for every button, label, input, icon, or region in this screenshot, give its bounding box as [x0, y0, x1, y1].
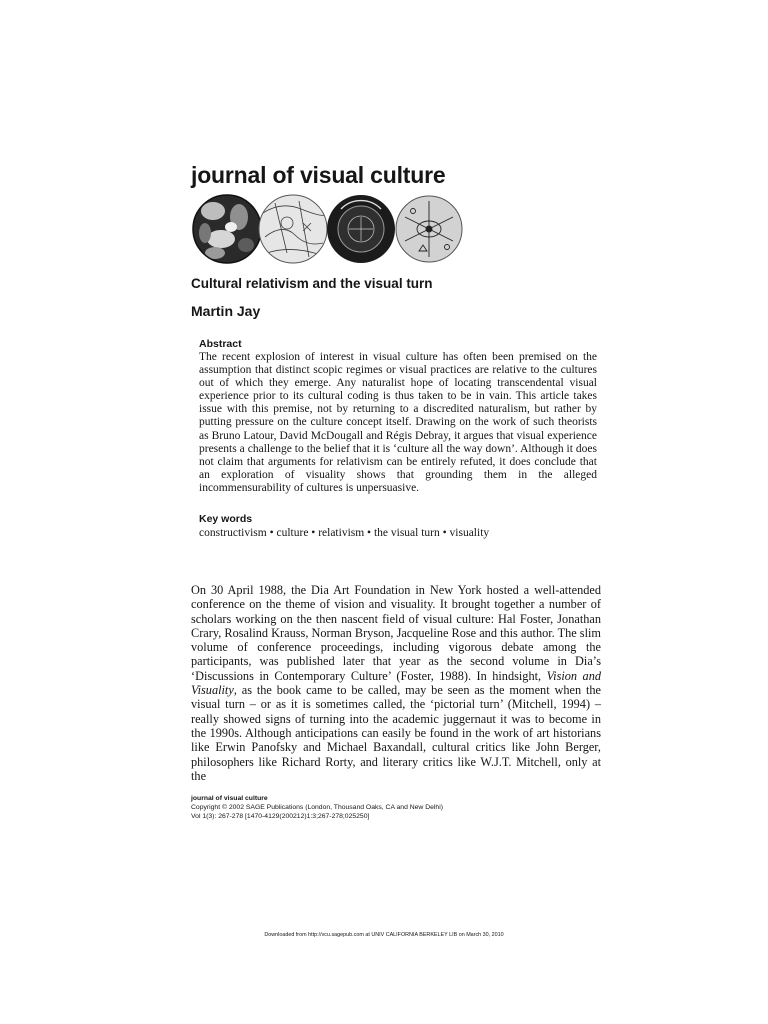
diagram-circle — [396, 196, 462, 262]
volume-line: Vol 1(3): 267-278 [1470-4129(200212)1:3;267-278;025250] — [191, 813, 370, 820]
article-title: Cultural relativism and the visual turn — [191, 276, 433, 291]
body-text-part: On 30 April 1988, the Dia Art Foundation in New York hosted a well-attended conference on the theme of vision and visuality. It brought together a number of scholars working on the then nascent field of visual culture: Hal Foster, Jonathan Crary, Rosalind Krauss, Norman Bryson, Jacqueline Rose and this author. The slim volume of conference proceedings, including vigorous debate among the participants, was published later that year as the second volume in Dia’s ‘Discussions in Contemporary Culture’ (Foster, 1988). In hindsight, — [191, 583, 601, 683]
body-paragraph — [191, 583, 601, 783]
abstract-heading: Abstract — [199, 338, 242, 350]
keywords-heading: Key words — [199, 513, 253, 525]
copyright-line: Copyright © 2002 SAGE Publications (London, Thousand Oaks, CA and New Delhi) — [191, 804, 443, 811]
sphere-circle — [327, 195, 395, 263]
keywords-list: constructivism • culture • relativism • the visual turn • visuality — [199, 527, 490, 539]
collage-circle — [193, 195, 261, 263]
journal-logo — [191, 193, 466, 265]
footer-journal-name: journal of visual culture — [191, 795, 268, 802]
download-notice: Downloaded from http://vcu.sagepub.com at UNIV CALIFORNIA BERKELEY LIB on March 30, 2010 — [264, 932, 504, 938]
abstract-section — [199, 337, 597, 495]
publication-footer — [191, 794, 521, 821]
keywords-section — [199, 512, 597, 540]
sketch-circle — [259, 195, 327, 263]
book-title: Vision and Visuality — [191, 668, 601, 698]
body-text-part: , as the book came to be called, may be seen as the moment when the visual turn – or as it is sometimes called, the ‘pictorial turn’ (Mitchell, 1994) – really showed signs of turning into the academic juggernaut it was to become in the 1990s. Although anticipations can easily be found in the work of art historians like Erwin Panofsky and Michael Baxandall, cultural critics like John Berger, philosophers like Richard Rorty, and literary critics like W.J.T. Mitchell, only at the — [191, 683, 601, 783]
abstract-text: The recent explosion of interest in visual culture has often been premised on the assumption that distinct scopic regimes or visual practices are relative to the cultures out of which they emerge. Any naturalist hope of locating transcendental visual experience prior to its cultural coding is thus taken to be in vain. This article takes issue with this premise, not by returning to a discredited naturalism, but rather by putting pressure on the culture concept itself. Drawing on the work of such theorists as Bruno Latour, David McDougall and Régis Debray, it argues that visual experience presents a challenge to the belief that it is ‘culture all the way down’. Although it does not claim that arguments for relativism can be entirely refuted, it does conclude that an exploration of visuality shows that grounding them in the alleged incommensurability of cultures is unpersuasive. — [199, 351, 597, 494]
journal-masthead: journal of visual culture — [191, 162, 446, 188]
author-name: Martin Jay — [191, 303, 261, 319]
